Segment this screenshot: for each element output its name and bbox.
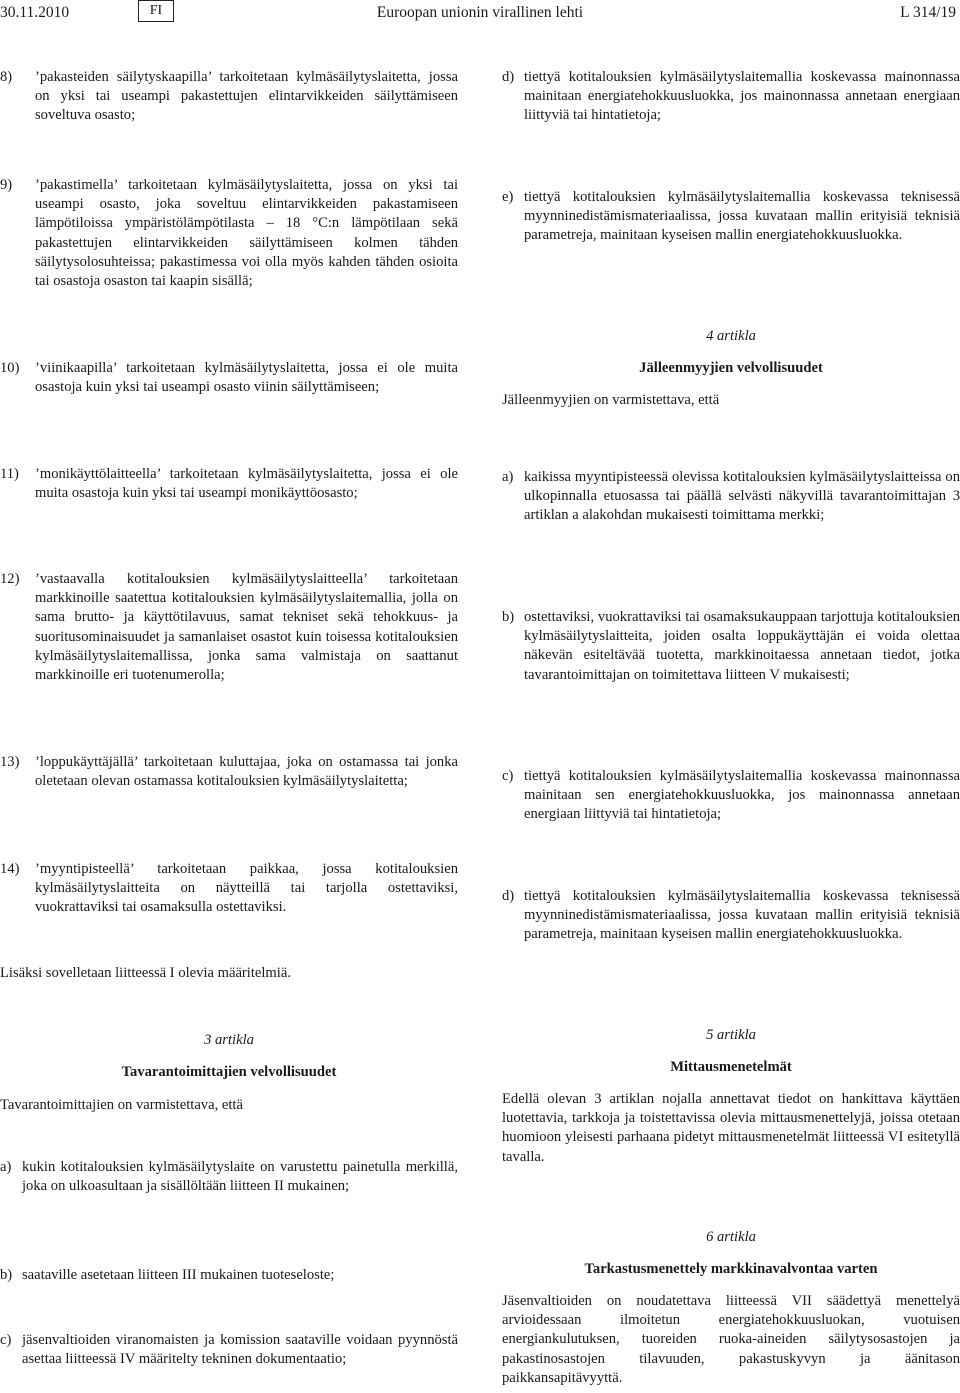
page-number: L 314/19 — [900, 4, 956, 21]
definition-9 — [0, 176, 458, 291]
item-text: kukin kotitalouksien kylmäsäilytyslaite on varustettu painetulla merkillä, joka on ulkoasultaan ja sisällöltään liitteen II mukainen; — [22, 1159, 458, 1195]
item-letter: b) — [0, 1267, 13, 1283]
item-letter: a) — [0, 1159, 12, 1175]
item-letter: d) — [502, 69, 515, 85]
article-3-title: Tavarantoimittajien velvollisuudet — [121, 1064, 337, 1080]
item-letter: e) — [502, 189, 514, 205]
article-5-title: Mittausmenetelmät — [670, 1059, 792, 1075]
definition-8 — [0, 68, 458, 126]
item-text: tiettyä kotitalouksien kylmäsäilytyslaitemallia koskevassa mainonnassa mainitaan sen energiatehokkuusluokka, jos mainonnassa annetaan energiaan liittyviä tai hintatietoja; — [524, 768, 960, 823]
item-letter: a) — [502, 469, 514, 485]
item-text: ostettaviksi, vuokrattaviksi tai osamaksukauppaan tarjottuja kotitalouksien kylmäsäilytyslaitteita, joiden osalta loppukäyttäjän ei voida olettaa näkevän esiteltävää tuotetta, markkinoitaessa annetaan tiedot, jotka tavarantoimittajan on toimitettava liitteen V mukaisesti; — [524, 609, 960, 683]
item-text: ’myyntipisteellä’ tarkoitetaan paikkaa, jossa kotitalouksien kylmäsäilytyslaitteita on näytteillä tai tarjolla ostettaviksi, vuokrattaviksi tai osamaksulla ostettaviksi. — [35, 861, 458, 916]
article-3-label: 3 artikla — [204, 1032, 254, 1048]
item-text: ’pakastimella’ tarkoitetaan kylmäsäilytyslaitetta, jossa on yksi tai useampi osasto, joka soveltuu elintarvikkeiden pakastamiseen lämpötiloissa ympäristölämpötilasta – 18 °C:n lämpötilaan sekä pakastettujen elintarvikkeiden säilyttämiseen kolmen tähden säilytysolosuhteissa; pakastimessa voi olla myös kahden tähden osioita tai osastoja osaston tai kaapin sisällä; — [35, 177, 458, 290]
item-text: tiettyä kotitalouksien kylmäsäilytyslaitemallia koskevassa mainonnassa mainitaan energiatehokkuusluokka, jos mainonnassa annetaan energiaan liittyviä tai hintatietoja; — [524, 69, 960, 124]
item-text: ’viinikaapilla’ tarkoitetaan kylmäsäilytyslaitetta, jossa ei ole muita osastoja kuin yksi tai useampi osasto viinin säilyttämiseen; — [35, 360, 458, 396]
article-5-label: 5 artikla — [706, 1027, 756, 1043]
article-4-intro: Jälleenmyyjien on varmistettava, että — [502, 392, 720, 408]
item-letter: d) — [502, 888, 515, 904]
item-letter: b) — [502, 609, 515, 625]
item-text: ’vastaavalla kotitalouksien kylmäsäilytyslaitteella’ tarkoitetaan markkinoille saatettua kotitalouksien kylmäsäilytyslaitemallia, jolla on sama brutto- ja käyttötilavuus, samat tekniset sekä tehokkuus- ja suoritusominaisuudet ja samanlaiset osastot kuin toisessa kotitalouksien kylmäsäilytyslaitemallissa, jonka sama valmistaja on saattanut markkinoille eri tuotenumerolla; — [35, 571, 458, 684]
definition-14 — [0, 860, 458, 918]
article-4-item-d — [502, 887, 960, 945]
item-text: jäsenvaltioiden viranomaisten ja komission saataville voidaan pyynnöstä asettaa liitteessä IV määritelty tekninen dokumentaatio; — [22, 1332, 458, 1368]
item-text: ’pakasteiden säilytyskaapilla’ tarkoitetaan kylmäsäilytyslaitetta, jossa on yksi tai useampi pakastettujen elintarvikkeiden säilyttämiseen soveltuva osasto; — [35, 69, 458, 124]
item-letter: c) — [0, 1332, 12, 1348]
article-3-item-a — [0, 1158, 458, 1196]
item-number: 10) — [0, 360, 20, 376]
article-4-item-a — [502, 468, 960, 526]
article-4-item-b — [502, 608, 960, 685]
item-text: tiettyä kotitalouksien kylmäsäilytyslaitemallia koskevassa teknisessä myynninedistämismateriaalissa, jossa kuvataan mallin erityisiä teknisiä parametreja, mainitaan kyseisen mallin energiatehokkuusluokka. — [524, 189, 960, 244]
definition-10 — [0, 359, 458, 397]
language-badge: FI — [138, 0, 174, 22]
item-number: 13) — [0, 754, 20, 770]
article-6-label: 6 artikla — [706, 1229, 756, 1245]
item-number: 8) — [0, 69, 13, 85]
definition-11 — [0, 465, 458, 503]
article-3-intro: Tavarantoimittajien on varmistettava, että — [0, 1097, 243, 1113]
article-3-item-c — [0, 1331, 458, 1369]
item-number: 11) — [0, 466, 19, 482]
article-6-title: Tarkastusmenettely markkinavalvontaa varten — [584, 1261, 878, 1277]
article-5-text: Edellä olevan 3 artiklan nojalla annettavat tiedot on hankittava käyttäen luotettavia, tarkkoja ja toistettavissa olevia mittausmenettelyjä, joissa otetaan huomioon yleisesti parhaana pidetyt mittausmenetelmät liitteessä VI esitetyllä tavalla. — [502, 1091, 960, 1165]
publication-date: 30.11.2010 — [0, 4, 70, 21]
item-number: 12) — [0, 571, 20, 587]
article-4-label: 4 artikla — [706, 328, 756, 344]
definition-13 — [0, 753, 458, 791]
item-text: saataville asetetaan liitteen III mukainen tuoteseloste; — [22, 1267, 335, 1283]
article-6-text: Jäsenvaltioiden on noudatettava liitteessä VII säädettyä menettelyä arvioidessaan ilmoitetun energiatehokkuusluokan, vuotuisen energiankulutuksen, tuoreiden ruoka-aineiden säilytysosastojen ja pakastinosastojen tilavuuden, pakastuskyvyn ja äänitason paikkansapitävyyttä. — [502, 1293, 960, 1386]
item-letter: c) — [502, 768, 514, 784]
page-header — [0, 0, 960, 26]
item-text: tiettyä kotitalouksien kylmäsäilytyslaitemallia koskevassa teknisessä myynninedistämismateriaalissa, jossa kuvataan mallin erityisiä teknisiä parametreja, mainitaan kyseisen mallin energiatehokkuusluokka. — [524, 888, 960, 943]
article-4-title: Jälleenmyyjien velvollisuudet — [639, 360, 823, 376]
article-4-item-c — [502, 767, 960, 825]
definition-12 — [0, 570, 458, 685]
article-3-item-d — [502, 68, 960, 126]
definitions-note: Lisäksi sovelletaan liitteessä I olevia määritelmiä. — [0, 965, 291, 981]
journal-title: Euroopan unionin virallinen lehti — [376, 4, 584, 21]
article-3-item-b — [0, 1266, 458, 1285]
article-3-item-e — [502, 188, 960, 246]
item-number: 14) — [0, 861, 20, 877]
item-text: ’loppukäyttäjällä’ tarkoitetaan kuluttajaa, joka on ostamassa tai jonka oletetaan olevan ostamassa kotitalouksien kylmäsäilytyslaitetta; — [35, 754, 458, 790]
item-text: ’monikäyttölaitteella’ tarkoitetaan kylmäsäilytyslaitetta, jossa ei ole muita osastoja kuin yksi tai useampi monikäyttöosasto; — [35, 466, 458, 502]
item-text: kaikissa myyntipisteessä olevissa kotitalouksien kylmäsäilytyslaitteissa on ulkopinnalla etuosassa tai päällä selvästi näkyvillä tavarantoimittajan 3 artiklan a alakohdan mukaisesti toimittama merkki; — [524, 469, 960, 524]
item-number: 9) — [0, 177, 13, 193]
